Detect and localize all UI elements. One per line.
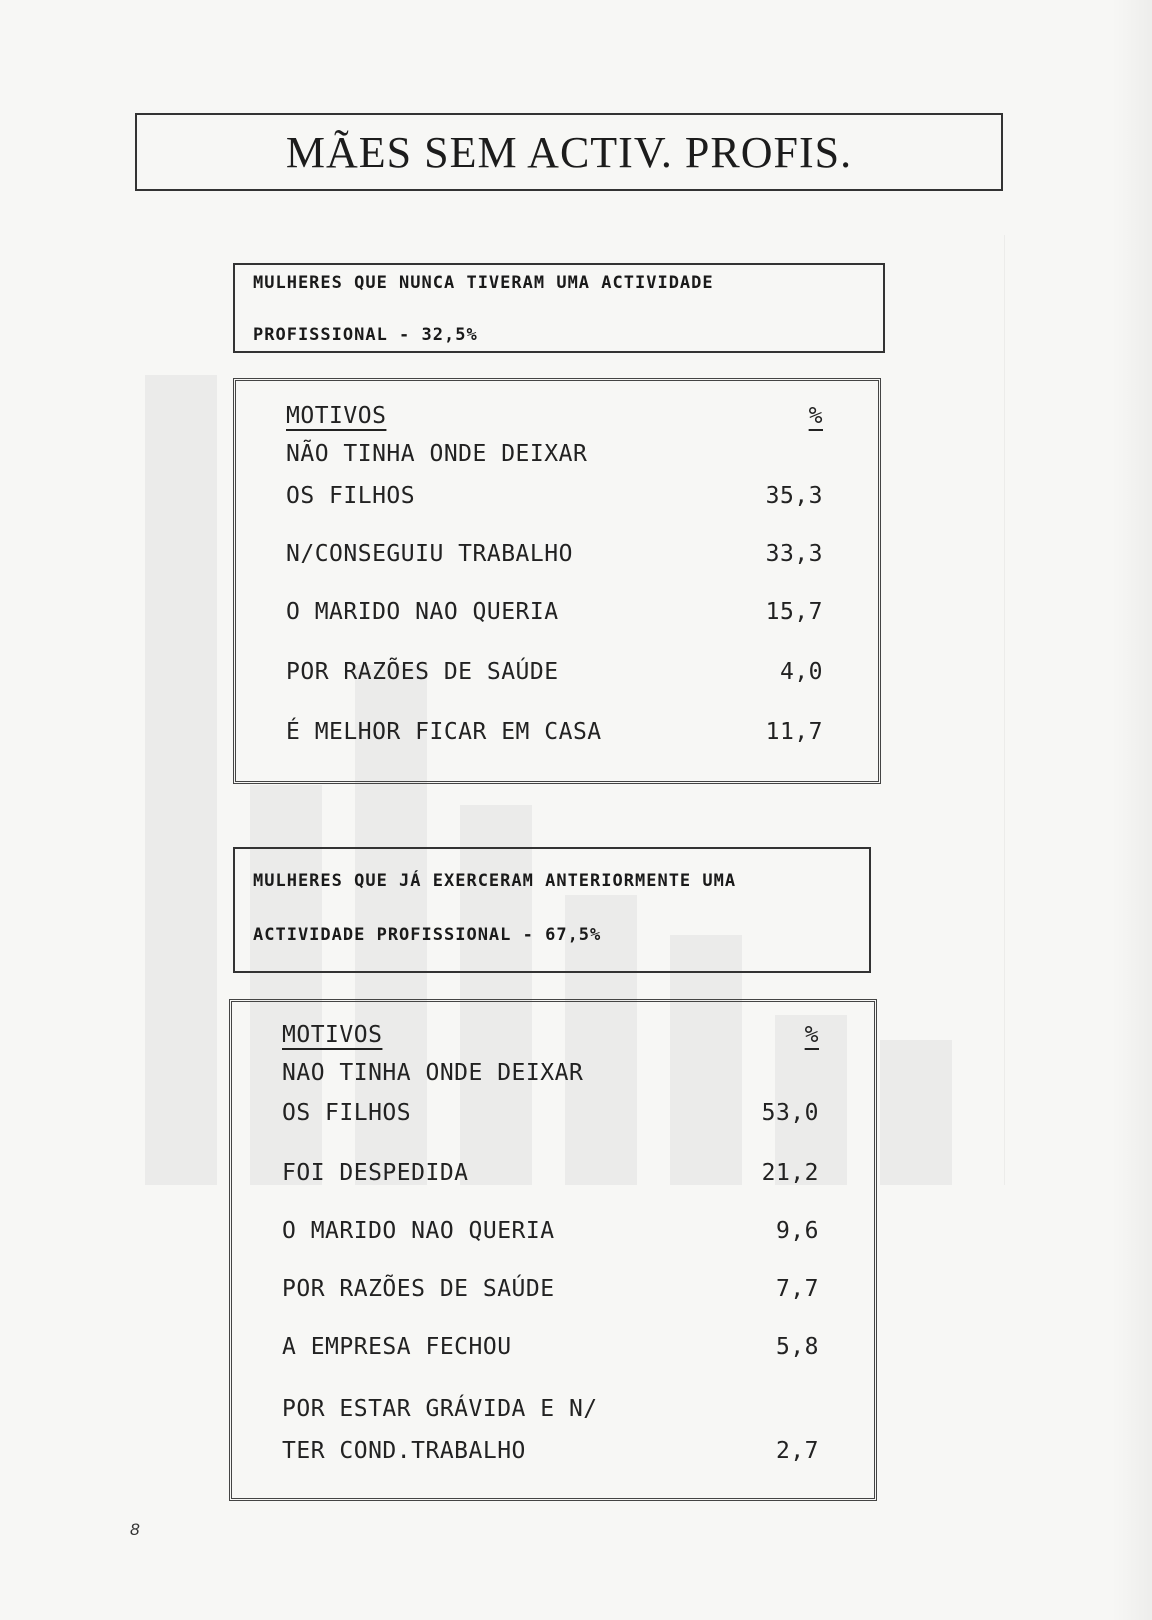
row-value: 9,6 [775, 1218, 819, 1244]
row-label: POR RAZÕES DE SAÚDE [286, 659, 559, 685]
title-box [135, 113, 1003, 191]
table-row [282, 1100, 819, 1130]
table-row [286, 659, 823, 689]
row-label: NÃO TINHA ONDE DEIXAR [286, 441, 588, 467]
row-value: 53,0 [761, 1100, 819, 1126]
section1-table [233, 378, 881, 784]
row-label: POR ESTAR GRÁVIDA E N/ [282, 1396, 598, 1422]
row-value: 5,8 [775, 1334, 819, 1360]
row-label: A EMPRESA FECHOU [282, 1334, 512, 1360]
row-value: 35,3 [765, 483, 823, 509]
table-row [282, 1438, 819, 1468]
table-row [282, 1334, 819, 1364]
col-label-percent: % [804, 1022, 819, 1048]
row-label: NAO TINHA ONDE DEIXAR [282, 1060, 584, 1086]
row-value: 2,7 [775, 1438, 819, 1464]
row-value: 15,7 [765, 599, 823, 625]
table-row [282, 1060, 819, 1090]
row-label: N/CONSEGUIU TRABALHO [286, 541, 573, 567]
ghost-axis [1004, 235, 1005, 1185]
row-label: O MARIDO NAO QUERIA [286, 599, 559, 625]
table-row [286, 441, 823, 471]
table-row [286, 719, 823, 749]
page-title: MÃES SEM ACTIV. PROFIS. [285, 127, 853, 177]
col-label-percent: % [808, 403, 823, 429]
row-label: POR RAZÕES DE SAÚDE [282, 1276, 555, 1302]
section2-header-line1: MULHERES QUE JÁ EXERCERAM ANTERIORMENTE UMA [253, 871, 737, 891]
table-row [282, 1218, 819, 1248]
row-value: 4,0 [779, 659, 823, 685]
section1-header-line2: PROFISSIONAL - 32,5% [253, 325, 478, 345]
row-label: FOI DESPEDIDA [282, 1160, 469, 1186]
table-row [282, 1396, 819, 1426]
table-row [282, 1160, 819, 1190]
row-value: 33,3 [765, 541, 823, 567]
row-label: TER COND.TRABALHO [282, 1438, 526, 1464]
table-row [282, 1276, 819, 1306]
row-value: 11,7 [765, 719, 823, 745]
ghost-bar [880, 1040, 952, 1185]
section2-header-line2: ACTIVIDADE PROFISSIONAL - 67,5% [253, 925, 602, 945]
table-row [286, 541, 823, 571]
section1-header-box [233, 263, 885, 353]
section1-header-line1: MULHERES QUE NUNCA TIVERAM UMA ACTIVIDADE [253, 273, 714, 293]
col-label-motivos: MOTIVOS [282, 1022, 383, 1048]
table-row [286, 483, 823, 513]
col-label-motivos: MOTIVOS [286, 403, 387, 429]
row-value: 7,7 [775, 1276, 819, 1302]
row-label: É MELHOR FICAR EM CASA [286, 719, 602, 745]
table-row [286, 599, 823, 629]
row-label: O MARIDO NAO QUERIA [282, 1218, 555, 1244]
table-header [282, 1022, 819, 1052]
page-number: 8 [130, 1520, 140, 1539]
section2-header-box [233, 847, 871, 973]
table-header [286, 403, 823, 433]
ghost-bar [145, 375, 217, 1185]
section2-table [229, 999, 877, 1501]
page-edge [1112, 0, 1152, 1620]
row-label: OS FILHOS [286, 483, 416, 509]
row-label: OS FILHOS [282, 1100, 412, 1126]
row-value: 21,2 [761, 1160, 819, 1186]
